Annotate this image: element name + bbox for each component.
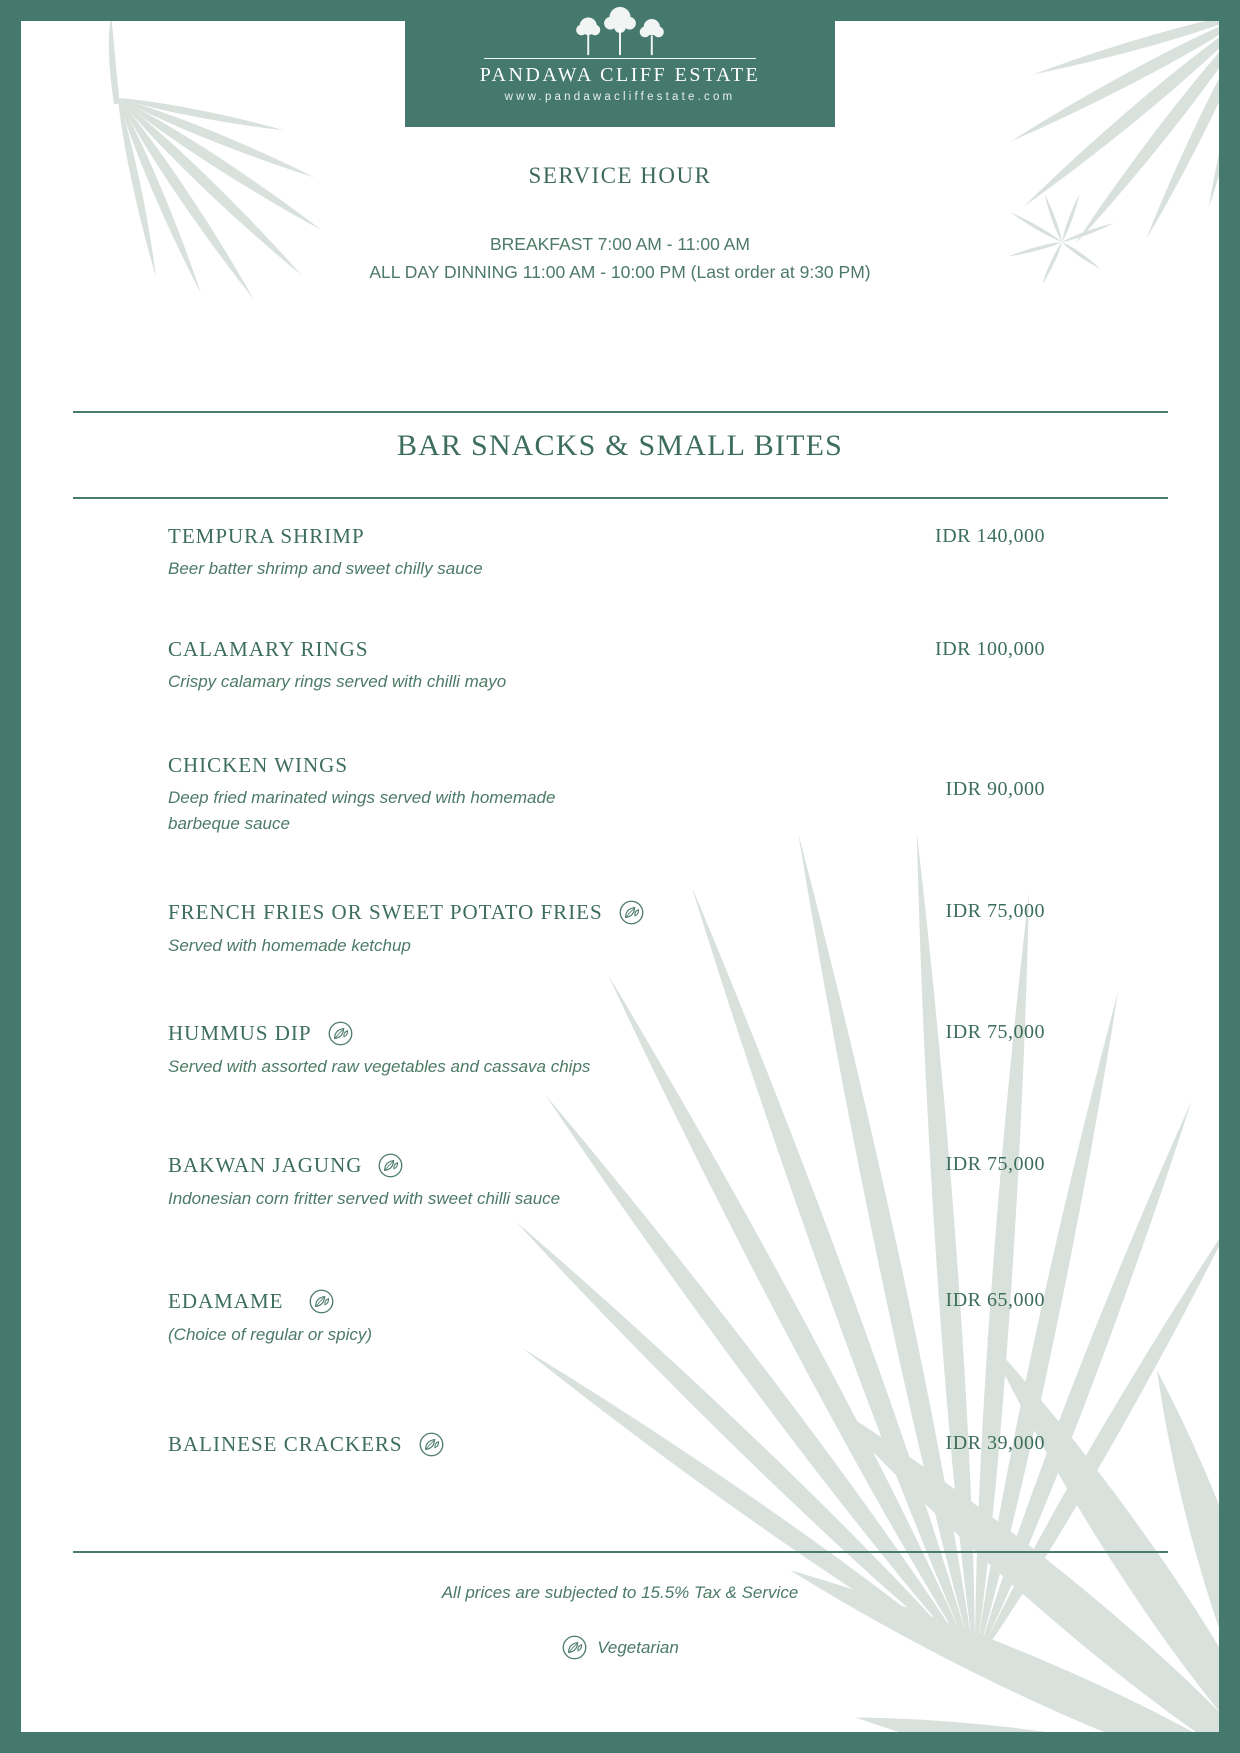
- vegetarian-legend-label: Vegetarian: [597, 1637, 679, 1657]
- vegetarian-icon: [618, 899, 645, 926]
- item-name: TEMPURA SHRIMP: [168, 524, 365, 548]
- vegetarian-icon: [327, 1020, 354, 1047]
- palm-frond-top-right: [1008, 5, 1240, 249]
- vegetarian-icon: [418, 1431, 445, 1458]
- menu-item-french-fries: [168, 899, 1045, 959]
- divider-mid: [73, 497, 1168, 499]
- brand-website: www.pandawacliffestate.com: [504, 91, 736, 103]
- tax-service-note: All prices are subjected to 15.5% Tax & Service: [441, 1583, 799, 1602]
- vegetarian-legend: [0, 1634, 1240, 1661]
- menu-list: [168, 524, 1045, 1458]
- item-price: IDR 90,000: [945, 778, 1045, 800]
- divider-bottom: [73, 1551, 1168, 1553]
- item-name: EDAMAME: [168, 1289, 284, 1313]
- item-description: (Choice of regular or spicy): [168, 1325, 373, 1344]
- section-title: BAR SNACKS & SMALL BITES: [396, 429, 844, 462]
- item-price: IDR 75,000: [945, 1153, 1045, 1175]
- item-price: IDR 39,000: [945, 1432, 1045, 1454]
- vegetarian-icon: [308, 1288, 335, 1315]
- item-price: IDR 100,000: [935, 638, 1045, 660]
- item-price: IDR 140,000: [935, 525, 1045, 547]
- vegetarian-icon: [561, 1634, 588, 1661]
- item-price: IDR 65,000: [945, 1289, 1045, 1311]
- item-name: CALAMARY RINGS: [168, 637, 369, 661]
- item-description: Served with assorted raw vegetables and cassava chips: [168, 1057, 591, 1076]
- item-name: CHICKEN WINGS: [168, 753, 349, 777]
- menu-item-chicken-wings: [168, 753, 1045, 837]
- service-hour-title: SERVICE HOUR: [528, 163, 712, 188]
- service-hours-breakfast: BREAKFAST 7:00 AM - 11:00 AM: [489, 234, 751, 254]
- item-description: Crispy calamary rings served with chilli mayo: [168, 672, 507, 691]
- menu-item-edamame: [168, 1288, 1045, 1348]
- item-description: Indonesian corn fritter served with sweet chilli sauce: [168, 1189, 561, 1208]
- item-description: Served with homemade ketchup: [168, 936, 411, 955]
- menu-item-calamary-rings: [168, 637, 1045, 695]
- menu-item-balinese-crackers: [168, 1431, 1045, 1458]
- item-price: IDR 75,000: [945, 900, 1045, 922]
- item-name: BAKWAN JAGUNG: [168, 1153, 363, 1177]
- item-description: Deep fried marinated wings served with homemade barbeque sauce: [168, 788, 556, 833]
- menu-item-bakwan-jagung: [168, 1152, 1045, 1212]
- menu-item-hummus-dip: [168, 1020, 1045, 1080]
- service-hours-all-day: ALL DAY DINNING 11:00 AM - 10:00 PM (Last order at 9:30 PM): [369, 262, 871, 282]
- item-name: HUMMUS DIP: [168, 1021, 312, 1045]
- item-price: IDR 75,000: [945, 1021, 1045, 1043]
- service-hours: [0, 230, 1240, 286]
- trees-logo-icon: [545, 5, 695, 57]
- item-description: Beer batter shrimp and sweet chilly sauce: [168, 559, 483, 578]
- logo-divider: [484, 58, 756, 59]
- item-name: FRENCH FRIES OR SWEET POTATO FRIES: [168, 900, 603, 924]
- item-name: BALINESE CRACKERS: [168, 1432, 403, 1456]
- brand-header: [405, 0, 835, 127]
- vegetarian-icon: [377, 1152, 404, 1179]
- divider-top: [73, 411, 1168, 413]
- menu-item-tempura-shrimp: [168, 524, 1045, 582]
- brand-name: PANDAWA CLIFF ESTATE: [479, 64, 761, 86]
